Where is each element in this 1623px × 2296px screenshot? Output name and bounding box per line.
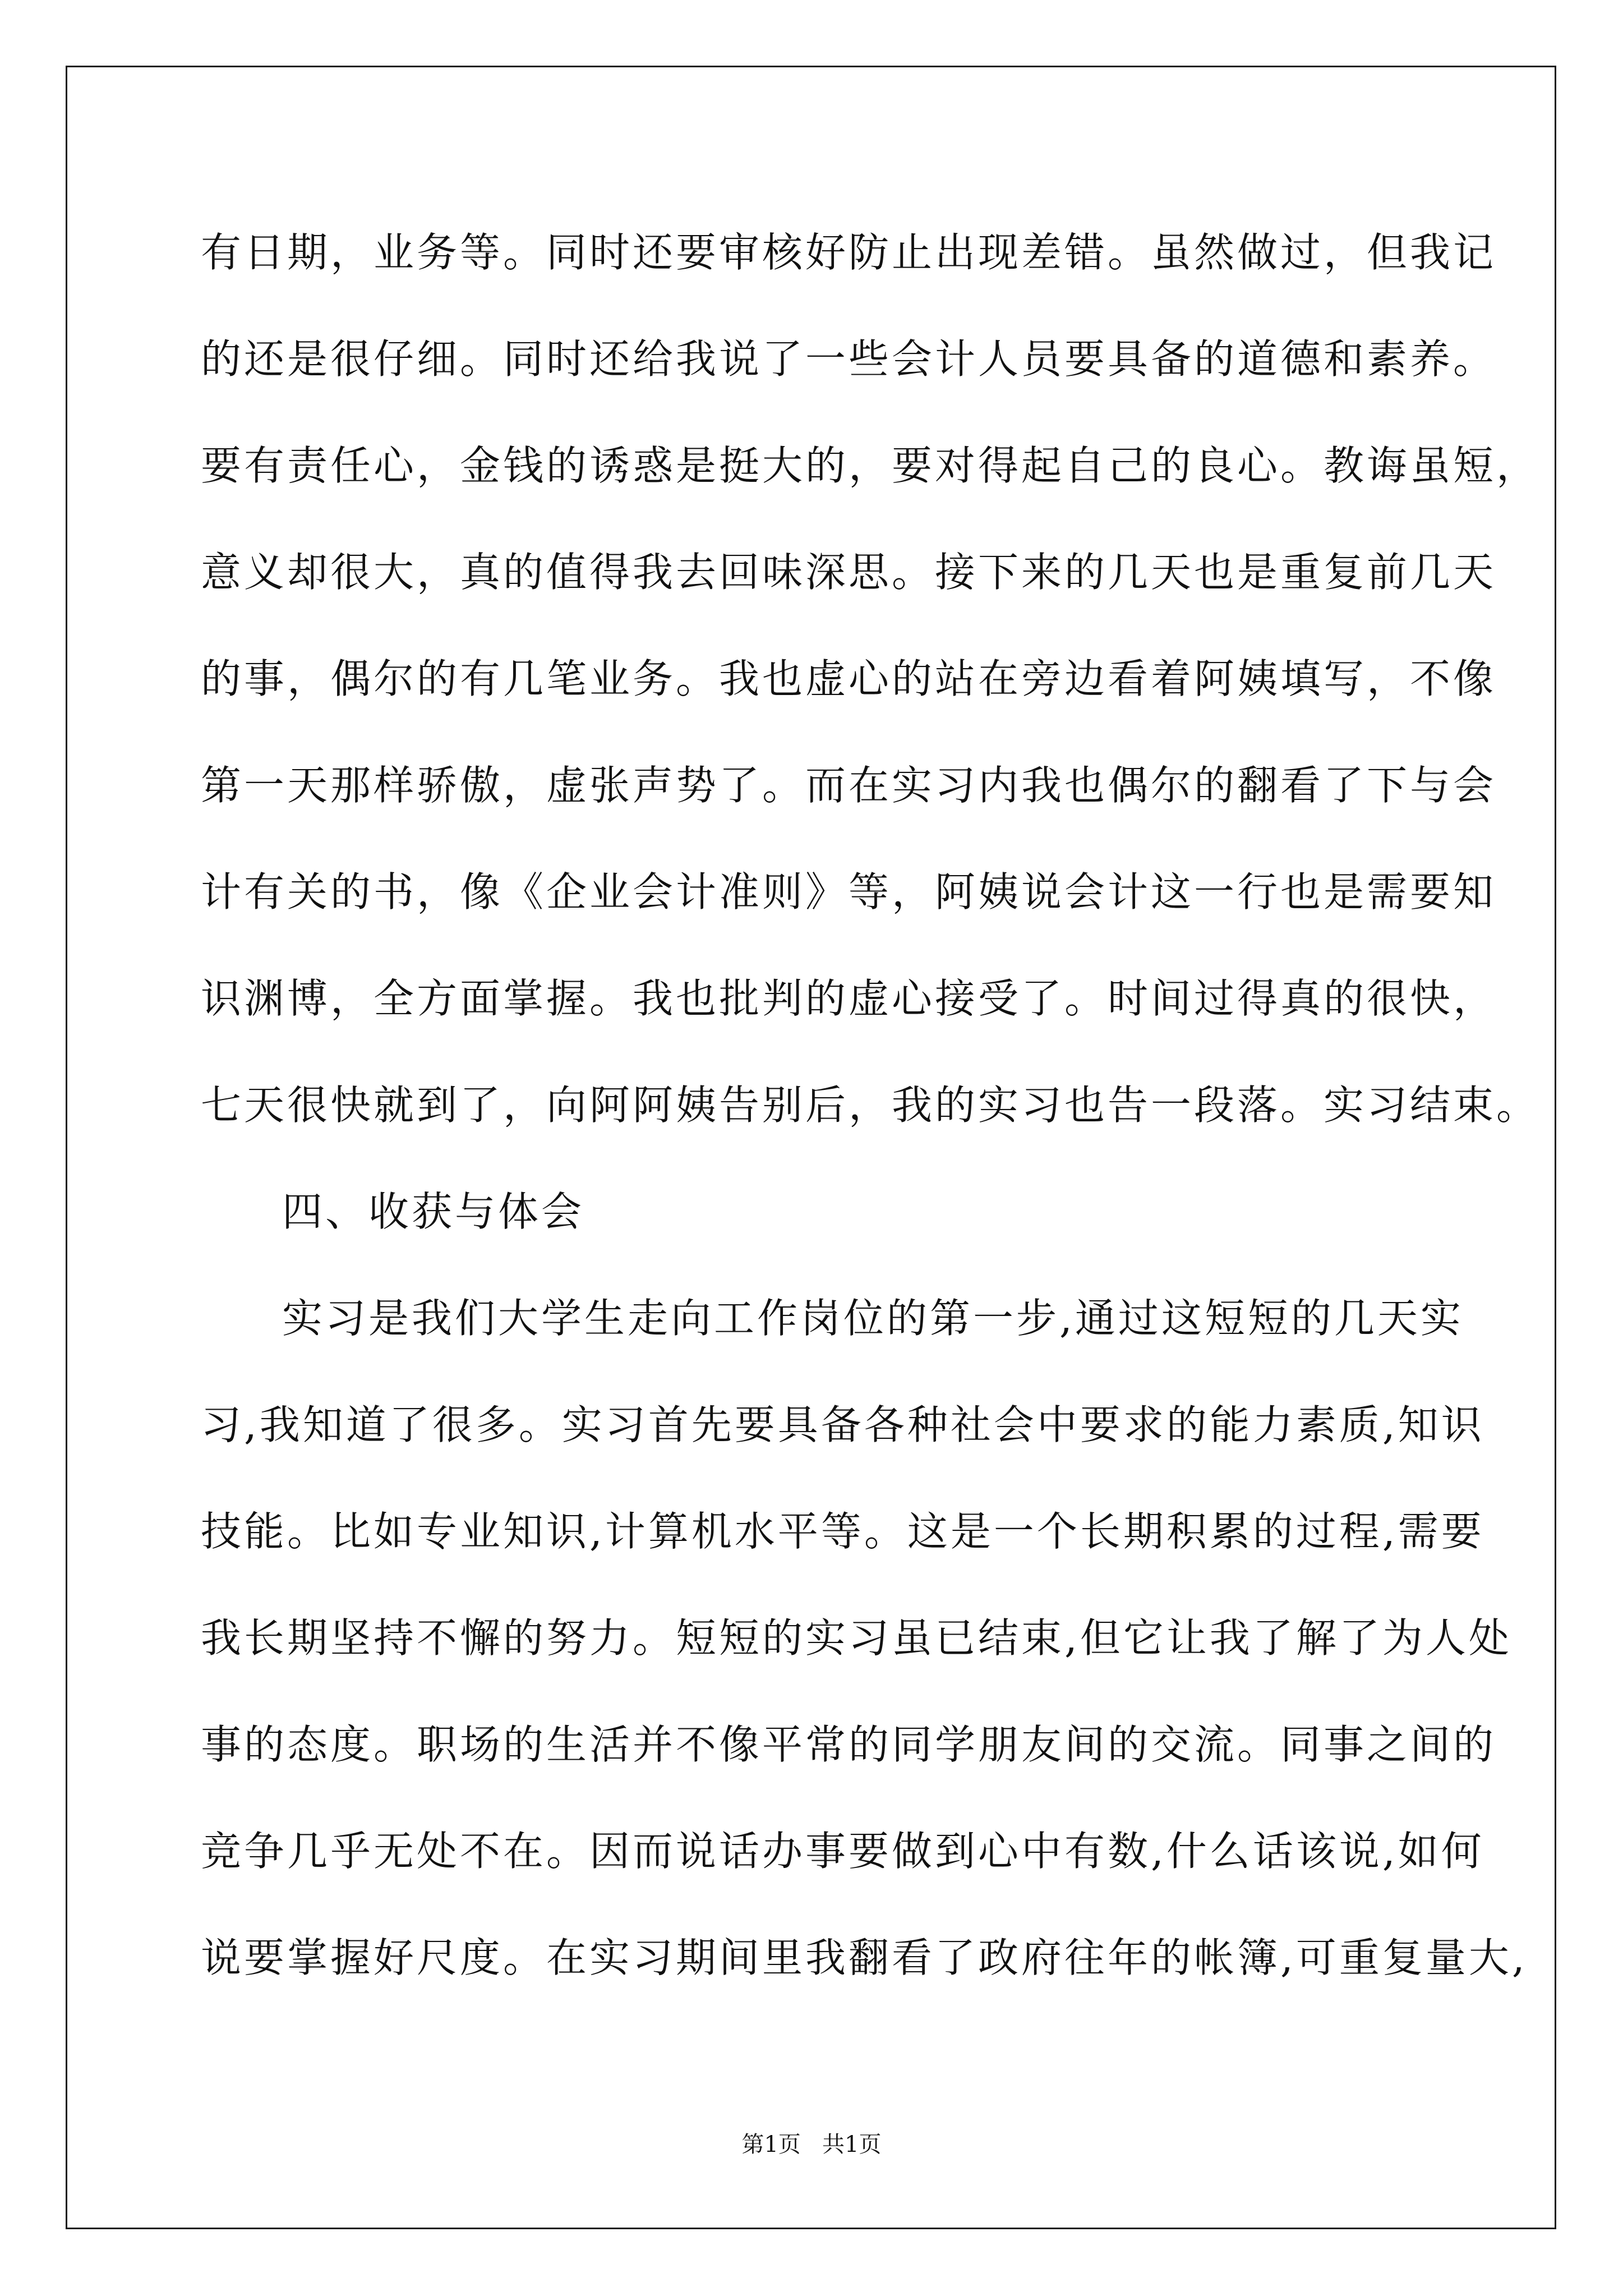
section-heading: 四、收获与体会 <box>282 1188 585 1235</box>
body-text-line: 实习是我们大学生走向工作岗位的第一步,通过这短短的几天实 <box>282 1295 1464 1342</box>
body-text-line: 要有责任心，金钱的诱惑是挺大的，要对得起自己的良心。教诲虽短， <box>201 442 1540 489</box>
body-text-line: 说要掌握好尺度。在实习期间里我翻看了政府往年的帐簿,可重复量大, <box>201 1934 1528 1981</box>
body-text-line: 计有关的书，像《企业会计准则》等，阿姨说会计这一行也是需要知 <box>201 868 1497 915</box>
body-text-line: 意义却很大，真的值得我去回味深思。接下来的几天也是重复前几天 <box>201 549 1497 596</box>
body-text-line: 有日期，业务等。同时还要审核好防止出现差错。虽然做过，但我记 <box>201 229 1497 276</box>
body-text-line: 七天很快就到了，向阿阿姨告别后，我的实习也告一段落。实习结束。 <box>201 1082 1540 1129</box>
body-text-line: 我长期坚持不懈的努力。短短的实习虽已结束,但它让我了解了为人处 <box>201 1614 1512 1662</box>
body-text-line: 事的态度。职场的生活并不像平常的同学朋友间的交流。同事之间的 <box>201 1721 1497 1768</box>
page-border <box>66 66 1556 2229</box>
page-number-footer: 第1页 共1页 <box>741 2132 882 2157</box>
body-text-line: 的还是很仔细。同时还给我说了一些会计人员要具备的道德和素养。 <box>201 335 1497 383</box>
body-text-line: 的事，偶尔的有几笔业务。我也虚心的站在旁边看着阿姨填写，不像 <box>201 655 1497 702</box>
body-text-line: 第一天那样骄傲，虚张声势了。而在实习内我也偶尔的翻看了下与会 <box>201 762 1497 809</box>
body-text-line: 竞争几乎无处不在。因而说话办事要做到心中有数,什么话该说,如何 <box>201 1828 1484 1875</box>
body-text-line: 识渊博，全方面掌握。我也批判的虚心接受了。时间过得真的很快， <box>201 975 1497 1022</box>
body-text-line: 技能。比如专业知识,计算机水平等。这是一个长期积累的过程,需要 <box>201 1508 1484 1555</box>
body-text-line: 习,我知道了很多。实习首先要具备各种社会中要求的能力素质,知识 <box>201 1401 1484 1448</box>
